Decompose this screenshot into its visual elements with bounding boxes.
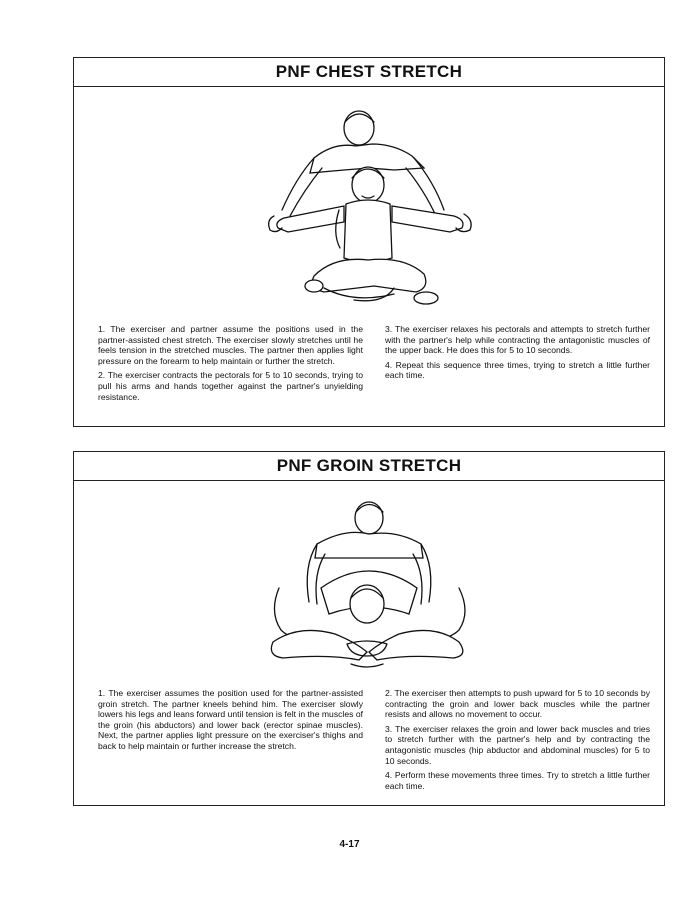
chest-stretch-panel bbox=[73, 57, 665, 427]
groin-stretch-illustration bbox=[259, 492, 474, 677]
instruction-step: 1. The exerciser assumes the position used for the partner-assisted groin stretch. The partner kneels behind him. The exerciser slowly lowers his legs and leans forward until tension is felt in the muscles of the groin (his abductors) and lower back (erector spinae muscles). Next, the partner applies light pressure on the exerciser's thighs and back to help maintain or further increase the stretch. bbox=[98, 688, 363, 751]
instruction-step: 2. The exerciser then attempts to push upward for 5 to 10 seconds by contracting the groin and lower back muscles while the partner resists and allows no movement to occur. bbox=[385, 688, 650, 720]
instruction-step: 2. The exerciser contracts the pectorals for 5 to 10 seconds, trying to pull his arms and hands together against the partner's unyielding resistance. bbox=[98, 370, 363, 402]
panel-title: PNF GROIN STRETCH bbox=[74, 452, 664, 481]
groin-stretch-instructions bbox=[98, 688, 650, 795]
instruction-step: 1. The exerciser and partner assume the positions used in the partner-assisted chest stretch. The exerciser slowly stretches until he feels tension in the stretched muscles. The partner then applies light pressure on the forearm to help maintain or further the stretch. bbox=[98, 324, 363, 366]
left-column bbox=[98, 688, 363, 795]
chest-stretch-illustration bbox=[244, 98, 494, 313]
right-column bbox=[385, 324, 650, 406]
instruction-step: 4. Repeat this sequence three times, trying to stretch a little further each time. bbox=[385, 359, 650, 381]
panel-title: PNF CHEST STRETCH bbox=[74, 58, 664, 87]
instruction-step: 3. The exerciser relaxes the groin and lower back muscles and tries to stretch further with the partner's help and by contracting the antagonistic muscles (hip abductor and abdominal muscles) for 5 to 10 seconds. bbox=[385, 723, 650, 766]
chest-stretch-instructions bbox=[98, 324, 650, 406]
groin-stretch-panel bbox=[73, 451, 665, 806]
page-number: 4-17 bbox=[339, 839, 360, 850]
instruction-step: 4. Perform these movements three times. Try to stretch a little further each time. bbox=[385, 770, 650, 791]
instruction-step: 3. The exerciser relaxes his pectorals and attempts to stretch further with the partner's help while contracting the antagonistic muscles of the upper back. He does this for 5 to 10 seconds. bbox=[385, 324, 650, 356]
right-column bbox=[385, 688, 650, 795]
left-column bbox=[98, 324, 363, 406]
